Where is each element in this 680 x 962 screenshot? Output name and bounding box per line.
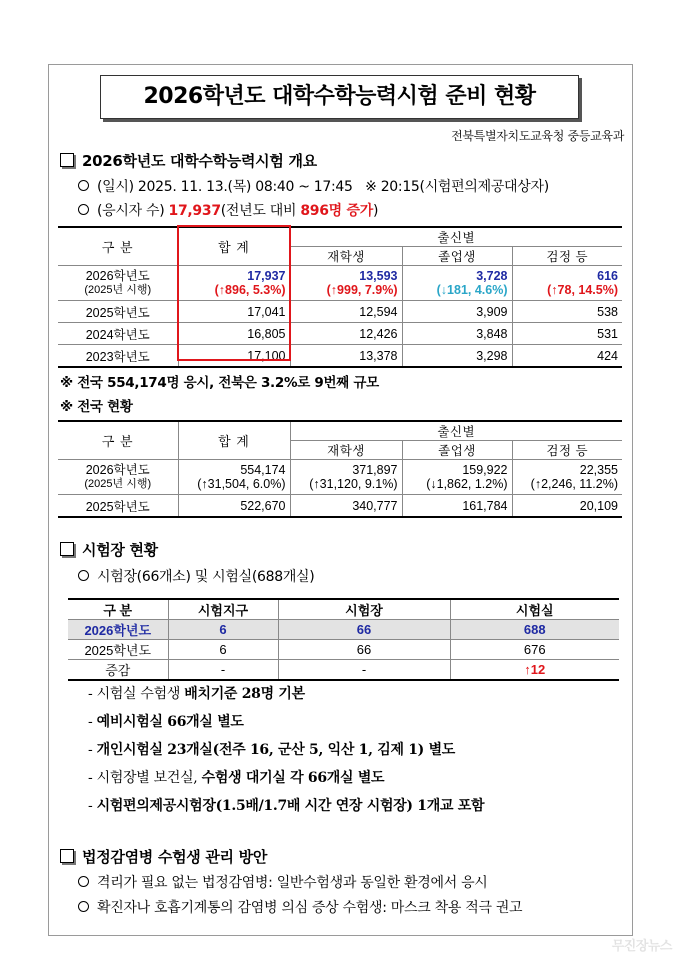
row-sublabel: (2025년 시행): [84, 284, 152, 296]
national-note: ※ 전국 554,174명 응시, 전북은 3.2%로 9번째 규모: [60, 375, 379, 391]
infection-line: [78, 897, 522, 917]
infection-text: 확진자나 호흡기계통의 감염병 의심 증상 수험생: 마스크 착용 적극 권고: [97, 900, 523, 916]
section-heading-venues: [60, 539, 158, 560]
cell-ged-change: (↑2,246, 11.2%): [530, 477, 618, 491]
col-header-total: 합 계: [178, 421, 290, 460]
cell-graduates-change: (↓1,862, 1.2%): [426, 477, 508, 491]
circle-bullet-icon: [78, 204, 89, 215]
cell-ged: 22,355: [579, 463, 618, 477]
national-status-label: ※ 전국 현황: [60, 399, 133, 415]
cell-total-change: (↑896, 5.3%): [214, 283, 286, 297]
col-header-graduates: 졸업생: [402, 247, 512, 266]
table-row-2026: [58, 460, 622, 495]
row-label: 2026학년도: [85, 269, 150, 283]
col-header-enrolled: 재학생: [290, 247, 402, 266]
applicants-line: [78, 200, 378, 220]
table-row-2026: [68, 620, 619, 640]
applicants-suffix: ): [372, 203, 379, 219]
table-row: [68, 640, 619, 660]
department-label: 전북특별자치도교육청 중등교육과: [451, 129, 624, 143]
cell-district: 6: [168, 640, 278, 660]
row-label: 2026학년도: [85, 463, 150, 477]
bullet-emphasis: 개인시험실 23개실(전주 16, 군산 5, 익산 1, 김제 1) 별도: [96, 742, 456, 758]
table-row: [58, 301, 622, 323]
cell-graduates: 159,922: [462, 463, 508, 477]
row-label: 2025학년도: [58, 301, 178, 323]
dash: -: [88, 798, 97, 814]
cell-graduates: 161,784: [402, 495, 512, 518]
cell-room: 688: [450, 620, 619, 640]
infection-line: [78, 872, 488, 892]
total-column-highlight: [177, 225, 291, 361]
cell-ged: 616: [597, 269, 618, 283]
cell-graduates-change: (↓181, 4.6%): [436, 283, 508, 297]
venues-table: [68, 598, 619, 681]
cell-enrolled: 13,378: [290, 345, 402, 368]
cell-room: ↑12: [450, 660, 619, 681]
venues-line: [78, 566, 314, 586]
cell-ged: 538: [512, 301, 622, 323]
list-item: [88, 767, 384, 787]
bullet-emphasis: 배치기준 28명 기본: [184, 686, 305, 702]
exam-date-line: [78, 176, 549, 196]
table-row: [58, 495, 622, 518]
dash: -: [88, 714, 97, 730]
col-header-ged: 검정 등: [512, 441, 622, 460]
col-header-enrolled: 재학생: [290, 441, 402, 460]
section-heading-infection: [60, 846, 267, 867]
applicants-count: 17,937: [168, 203, 221, 219]
cell-enrolled: 12,426: [290, 323, 402, 345]
cell-enrolled: 371,897: [352, 463, 398, 477]
cell-total: 522,670: [178, 495, 290, 518]
row-label: 증감: [68, 660, 168, 681]
dash: -: [88, 770, 97, 786]
cell-total-change: (↑31,504, 6.0%): [197, 477, 286, 491]
cell-total: 17,937: [247, 269, 286, 283]
section-heading-text: 법정감염병 수험생 관리 방안: [82, 848, 268, 866]
square-bullet-icon: [60, 849, 74, 863]
exam-date-extra: ※ 20:15(시험편의제공대상자): [365, 179, 549, 195]
table-row-2026: [58, 266, 622, 301]
cell-graduates: 3,909: [402, 301, 512, 323]
applicants-prefix: (응시자 수): [97, 203, 169, 219]
cell-total: 16,805: [178, 323, 290, 345]
cell-ged: 20,109: [512, 495, 622, 518]
circle-bullet-icon: [78, 180, 89, 191]
applicants-table: [58, 226, 622, 368]
col-header-gubun: 구 분: [68, 599, 168, 620]
table-header-row: [68, 599, 619, 620]
cell-venue: 66: [278, 640, 450, 660]
list-item: [88, 739, 455, 759]
cell-ged: 531: [512, 323, 622, 345]
col-header-group: 출신별: [290, 227, 622, 247]
table-row: [58, 323, 622, 345]
section-heading-overview: [60, 150, 317, 171]
section-heading-text: 시험장 현황: [82, 541, 158, 559]
bullet-emphasis: 예비시험실 66개실 별도: [96, 714, 244, 730]
dash: -: [88, 686, 97, 702]
bullet-text: 시험실 수험생: [96, 686, 185, 702]
cell-graduates: 3,298: [402, 345, 512, 368]
circle-bullet-icon: [78, 570, 89, 581]
table-row-diff: [68, 660, 619, 681]
bullet-emphasis: 시험편의제공시험장(1.5배/1.7배 시간 연장 시험장) 1개교 포함: [96, 798, 485, 814]
list-item: [88, 683, 305, 703]
circle-bullet-icon: [78, 901, 89, 912]
section-heading-text: 2026학년도 대학수학능력시험 개요: [82, 152, 317, 170]
cell-ged-change: (↑78, 14.5%): [547, 283, 618, 297]
cell-ged: 424: [512, 345, 622, 368]
cell-venue: 66: [278, 620, 450, 640]
applicants-increase: 896명 증가: [300, 203, 373, 219]
cell-room: 676: [450, 640, 619, 660]
cell-enrolled: 12,594: [290, 301, 402, 323]
bullet-text: 시험장별 보건실,: [96, 770, 202, 786]
square-bullet-icon: [60, 542, 74, 556]
table-row: [58, 345, 622, 368]
cell-total: 17,100: [178, 345, 290, 368]
row-label: 2026학년도: [68, 620, 168, 640]
cell-district: 6: [168, 620, 278, 640]
cell-enrolled: 13,593: [359, 269, 398, 283]
page-title: 2026학년도 대학수학능력시험 준비 현황: [100, 75, 579, 119]
dash: -: [88, 742, 97, 758]
row-label: 2025학년도: [58, 495, 178, 518]
venues-text: 시험장(66개소) 및 시험실(688개실): [97, 569, 315, 585]
cell-district: -: [168, 660, 278, 681]
col-header-gubun: 구 분: [58, 227, 178, 266]
cell-total: 17,041: [178, 301, 290, 323]
list-item: [88, 711, 244, 731]
bullet-emphasis: 수험생 대기실 각 66개실 별도: [201, 770, 385, 786]
applicants-mid: (전년도 대비: [220, 203, 301, 219]
cell-total: 554,174: [240, 463, 286, 477]
cell-enrolled: 340,777: [290, 495, 402, 518]
col-header-venue: 시험장: [278, 599, 450, 620]
cell-enrolled-change: (↑31,120, 9.1%): [309, 477, 398, 491]
row-label: 2023학년도: [58, 345, 178, 368]
row-label: 2024학년도: [58, 323, 178, 345]
row-label: 2025학년도: [68, 640, 168, 660]
col-header-graduates: 졸업생: [402, 441, 512, 460]
col-header-gubun: 구 분: [58, 421, 178, 460]
circle-bullet-icon: [78, 876, 89, 887]
list-item: [88, 795, 484, 815]
col-header-group: 출신별: [290, 421, 622, 441]
cell-graduates: 3,728: [476, 269, 508, 283]
cell-venue: -: [278, 660, 450, 681]
col-header-ged: 검정 등: [512, 247, 622, 266]
row-sublabel: (2025년 시행): [84, 478, 152, 490]
square-bullet-icon: [60, 153, 74, 167]
col-header-total: 합 계: [178, 227, 290, 266]
national-table: [58, 420, 622, 518]
infection-text: 격리가 필요 없는 법정감염병: 일반수험생과 동일한 환경에서 응시: [97, 875, 488, 891]
col-header-district: 시험지구: [168, 599, 278, 620]
cell-graduates: 3,848: [402, 323, 512, 345]
exam-date-text: (일시) 2025. 11. 13.(목) 08:40 ~ 17:45: [97, 179, 353, 195]
watermark-logo: 무진장뉴스: [611, 939, 672, 954]
col-header-room: 시험실: [450, 599, 619, 620]
cell-enrolled-change: (↑999, 7.9%): [326, 283, 398, 297]
